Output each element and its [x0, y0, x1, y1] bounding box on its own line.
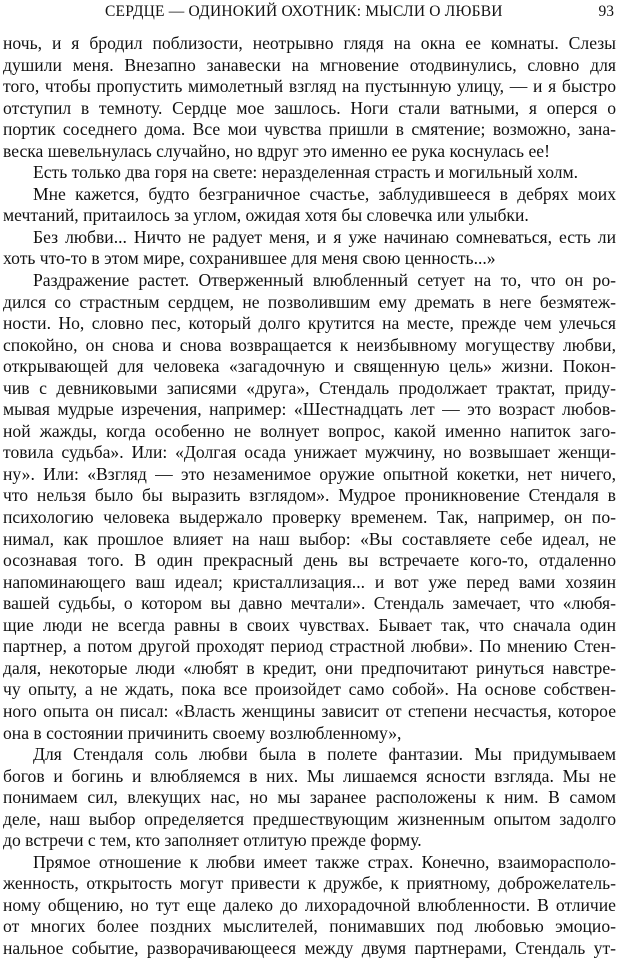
running-header: [0, 3, 620, 25]
text-line: отступил в темноту. Сердце мое зашлось. Ноги стали ватными, я оперся о: [3, 97, 616, 118]
text-line: ности. Но, словно пес, который долго крутится на месте, прежде чем улечься: [3, 313, 616, 334]
running-title: СЕРДЦЕ — ОДИНОКИЙ ОХОТНИК: МЫСЛИ О ЛЮБВИ: [105, 3, 503, 20]
text-line: чив с девниковыми записями «друга», Стендаль продолжает трактат, приду-: [3, 377, 616, 398]
text-line: богов и богинь и влюбляемся в них. Мы лишаемся ясности взгляда. Мы не: [3, 765, 616, 786]
text-line: Без любви... Ничто не радует меня, и я уже начинаю сомневаться, есть ли: [33, 226, 616, 247]
text-line: открывающей для человека «загадочную и священную цель» жизни. Покон-: [3, 356, 616, 377]
text-line: ночь, и я бродил поблизости, неотрывно глядя на окна ее комнаты. Слезы: [3, 33, 616, 53]
text-line: деле, наш выбор определяется предшествующим жизненным опытом задолго: [3, 808, 616, 829]
text-line: даля, некоторые люди «любят в кредит, они предпочитают ринуться навстре-: [3, 657, 616, 678]
text-line: ну». Или: «Взгляд — это незаменимое оружие опытной кокетки, нет ничего,: [3, 463, 616, 484]
text-line: от многих более поздних мыслителей, понимавших под любовью эмоцио-: [3, 916, 616, 937]
text-line: понимаем сил, влекущих нас, но мы заранее расположены к ним. В самом: [3, 787, 616, 808]
page-number: 93: [598, 3, 614, 20]
body-text: [3, 33, 616, 960]
text-line: Прямое отношение к любви имеет также страх. Конечно, взаиморасполо-: [33, 851, 616, 872]
text-line: хоть что-то в этом мире, сохранившее для меня свою ценность...»: [3, 248, 496, 269]
text-line: что нельзя было бы выразить взглядом». Мудрое проникновение Стендаля в: [3, 485, 616, 506]
text-line: веска шевельнулась случайно, но вдруг это именно ее рука коснулась ее!: [3, 140, 550, 161]
text-line: Раздражение растет. Отверженный влюбленный сетует на то, что он ро-: [33, 270, 616, 291]
text-line: она в состоянии причинить своему возлюбленному»,: [3, 722, 402, 743]
text-line: чу опыту, а не ждать, пока все произойдет само собой». На основе собствен-: [3, 679, 616, 700]
text-line: ного опыта он писал: «Власть женщины зависит от степени несчастья, которое: [3, 700, 616, 721]
text-line: Есть только два горя на свете: неразделенная страсть и могильный холм.: [33, 162, 579, 183]
text-line: Мне кажется, будто безграничное счастье, заблудившееся в дебрях моих: [33, 183, 616, 204]
text-line: до встречи с тем, кто заполняет отлитую прежде форму.: [3, 830, 422, 851]
text-line: нальное событие, разворачивающееся между двумя партнерами, Стендаль ут-: [3, 937, 616, 958]
text-line: ной жажды, когда особенно не волнует вопрос, какой именно напиток заго-: [3, 420, 616, 441]
text-line: ному общению, но тут еще далеко до лихорадочной влюбленности. В отличие: [3, 894, 616, 915]
text-line: партнер, а потом другой проходят период страстной любви». По мнению Стен-: [3, 636, 616, 657]
text-line: осознавая того. В один прекрасный день вы встречаете кого-то, отдаленно: [3, 550, 616, 571]
text-line: напоминающего ваш идеал; кристаллизация... и вот уже перед вами хозяин: [3, 571, 616, 592]
text-line: душили меня. Внезапно занавески на мгновение отодвинулись, словно для: [3, 54, 616, 75]
text-line: женность, открытость могут привести к дружбе, к приятному, доброжелатель-: [3, 873, 616, 894]
text-line: спокойно, он снова и снова возвращается к неизбывному могуществу любви,: [3, 334, 616, 355]
text-line: мечтаний, притаилось за углом, ожидая хотя бы словечка или улыбки.: [3, 205, 529, 226]
text-line: психологию человека выдержало проверку временем. Так, например, он по-: [3, 507, 616, 528]
text-line: щие люди не всегда равны в своих чувствах. Бывает так, что сначала один: [3, 614, 616, 635]
text-line: дился со страстным сердцем, не позволившим ему дремать в неге безмятеж-: [3, 291, 616, 312]
text-line: портик соседнего дома. Все мои чувства пришли в смятение; возможно, зана-: [3, 119, 616, 140]
text-line: того, чтобы пропустить мимолетный взгляд на пустынную улицу, — и я быстро: [3, 76, 616, 97]
text-line: Для Стендаля соль любви была в полете фантазии. Мы придумываем: [33, 744, 616, 765]
text-line: мывая мудрые изречения, например: «Шестнадцать лет — это возраст любов-: [3, 399, 616, 420]
text-line: товила судьба». Или: «Долгая осада унижает мужчину, но возвышает женщи-: [3, 442, 616, 463]
text-line: вашей судьбы, о котором вы давно мечтали». Стендаль замечает, что «любя-: [3, 593, 616, 614]
text-line: нимал, как прошлое влияет на наш выбор: «Вы составляете себе идеал, не: [3, 528, 616, 549]
